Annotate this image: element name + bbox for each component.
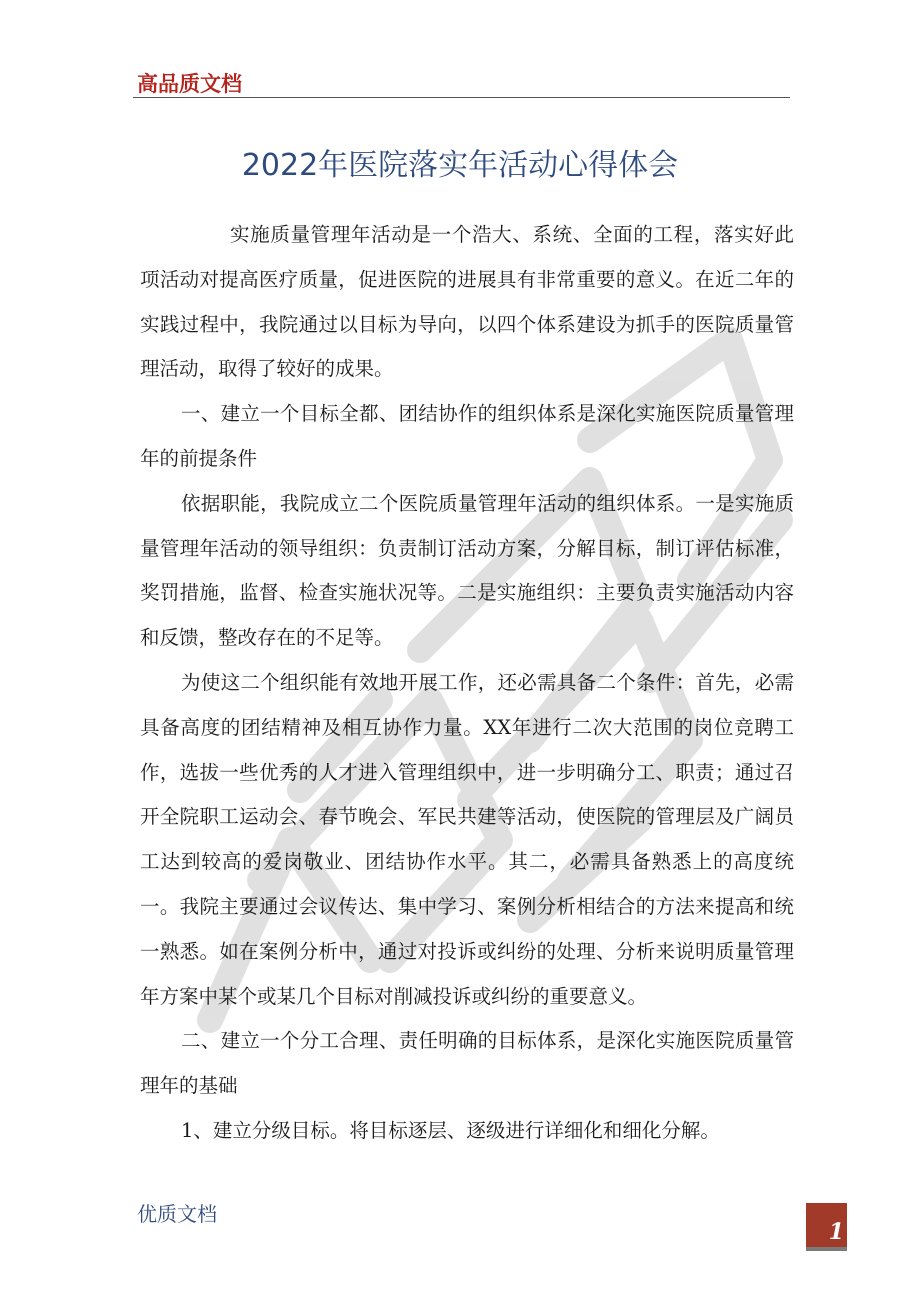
- paragraph-organization: 依据职能，我院成立二个医院质量管理年活动的组织体系。一是实施质量管理年活动的领导组织：负责制订活动方案，分解目标，制订评估标准，奖罚措施，监督、检查实施状况等。二是实施组织：主要负责实施活动内容和反馈，整改存在的不足等。: [140, 491, 794, 650]
- header-label: 高品质文档: [137, 72, 242, 96]
- page-badge-underline: [806, 1247, 847, 1251]
- footer-label: 优质文档: [137, 1202, 217, 1226]
- document-title: 2022年医院落实年活动心得体会: [241, 148, 679, 183]
- header-divider: [133, 97, 790, 98]
- paragraph-section-1-heading: 一、建立一个目标全都、团结协作的组织体系是深化实施医院质量管理年的前提条件: [140, 402, 794, 470]
- paragraph-intro: 实施质量管理年活动是一个浩大、系统、全面的工程，落实好此项活动对提高医疗质量，促进医院的进展具有非常重要的意义。在近二年的实践过程中，我院通过以目标为导向，以四个体系建设为抓手的医院质量管理活动，取得了较好的成果。: [140, 223, 794, 381]
- document-body: [140, 213, 794, 1154]
- paragraph-section-2-heading: 二、建立一个分工合理、责任明确的目标体系，是深化实施医院质量管理年的基础: [140, 1029, 794, 1098]
- page-number: 1: [828, 1219, 844, 1245]
- paragraph-graded-targets: 1、建立分级目标。将目标逐层、逐级进行详细化和细化分解。: [181, 1118, 720, 1142]
- page-number-badge: [806, 1203, 847, 1247]
- paragraph-conditions: 为使这二个组织能有效地开展工作，还必需具备二个条件：首先，必需具备高度的团结精神及相互协作力量。XX年进行二次大范围的岗位竞聘工作，选拔一些优秀的人才进入管理组织中，进一步明确分工、职责；通过召开全院职工运动会、春节晚会、军民共建等活动，使医院的管理层及广阔员工达到较高的爱岗敬业、团结协作水平。其二，必需具备熟悉上的高度统一。我院主要通过会议传达、集中学习、案例分析相结合的方法来提高和统一熟悉。如在案例分析中，通过对投诉或纠纷的处理、分析来说明质量管理年方案中某个或某几个目标对削减投诉或纠纷的重要意义。: [140, 670, 794, 1008]
